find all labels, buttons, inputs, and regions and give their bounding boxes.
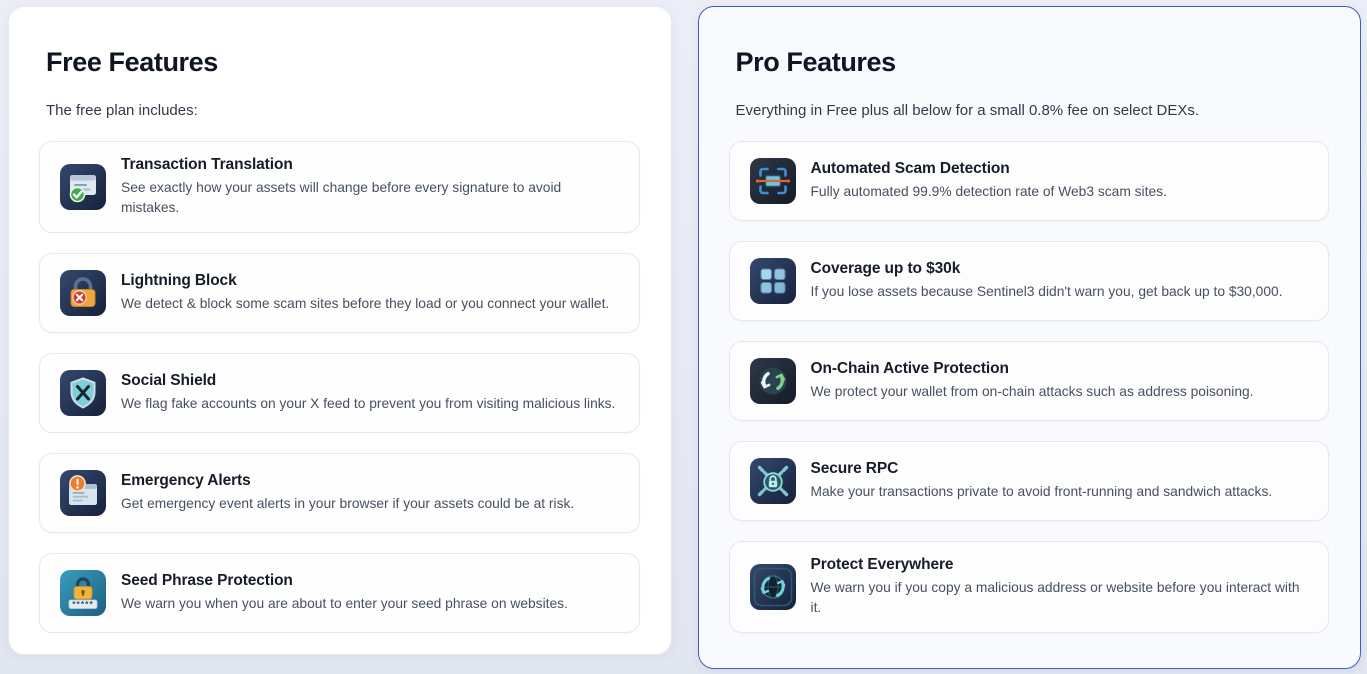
feature-card <box>729 241 1330 321</box>
social-shield-icon <box>60 370 106 416</box>
free-features-list <box>39 141 640 633</box>
feature-title: Emergency Alerts <box>121 472 251 489</box>
onchain-active-protection-icon <box>750 358 796 404</box>
feature-description: We protect your wallet from on-chain attacks such as address poisoning. <box>810 384 1254 399</box>
feature-card <box>729 341 1330 421</box>
feature-card <box>39 453 640 533</box>
feature-description: We flag fake accounts on your X feed to prevent you from visiting malicious links. <box>121 396 616 411</box>
feature-title: Social Shield <box>121 372 217 389</box>
transaction-translation-icon <box>60 164 106 210</box>
pro-panel-title: Pro Features <box>735 47 896 77</box>
emergency-alerts-icon <box>60 470 106 516</box>
protect-everywhere-icon <box>750 564 796 610</box>
automated-scam-detection-icon <box>750 158 796 204</box>
free-features-panel <box>8 6 672 655</box>
feature-title: Lightning Block <box>121 272 237 289</box>
feature-card <box>39 141 640 233</box>
feature-description: We warn you when you are about to enter your seed phrase on websites. <box>121 596 568 611</box>
feature-card <box>729 441 1330 521</box>
pro-panel-subtitle: Everything in Free plus all below for a small 0.8% fee on select DEXs. <box>735 102 1200 119</box>
feature-description: Fully automated 99.9% detection rate of Web3 scam sites. <box>810 184 1167 199</box>
feature-title: Seed Phrase Protection <box>121 572 293 589</box>
feature-title: Secure RPC <box>810 460 899 477</box>
pro-features-list <box>729 141 1330 633</box>
feature-description: Get emergency event alerts in your browser if your assets could be at risk. <box>121 496 575 511</box>
feature-description: Make your transactions private to avoid front-running and sandwich attacks. <box>810 484 1273 499</box>
pro-features-panel <box>698 6 1362 669</box>
feature-description: If you lose assets because Sentinel3 didn't warn you, get back up to $30,000. <box>810 284 1283 299</box>
feature-title: Transaction Translation <box>121 156 293 173</box>
secure-rpc-icon <box>750 458 796 504</box>
feature-card <box>729 541 1330 633</box>
feature-title: Protect Everywhere <box>810 556 954 573</box>
seed-phrase-protection-icon <box>60 570 106 616</box>
coverage-icon <box>750 258 796 304</box>
feature-title: On-Chain Active Protection <box>810 360 1009 377</box>
lightning-block-icon <box>60 270 106 316</box>
feature-card <box>729 141 1330 221</box>
feature-description: We detect & block some scam sites before they load or you connect your wallet. <box>121 296 610 311</box>
feature-title: Automated Scam Detection <box>810 160 1010 177</box>
free-panel-title: Free Features <box>46 47 218 77</box>
feature-card <box>39 253 640 333</box>
feature-card <box>39 353 640 433</box>
feature-description: See exactly how your assets will change before every signature to avoid mistakes. <box>121 180 562 215</box>
feature-card <box>39 553 640 633</box>
free-panel-subtitle: The free plan includes: <box>46 102 198 119</box>
feature-title: Coverage up to $30k <box>810 260 961 277</box>
feature-description: We warn you if you copy a malicious address or website before you interact with it. <box>810 580 1300 615</box>
